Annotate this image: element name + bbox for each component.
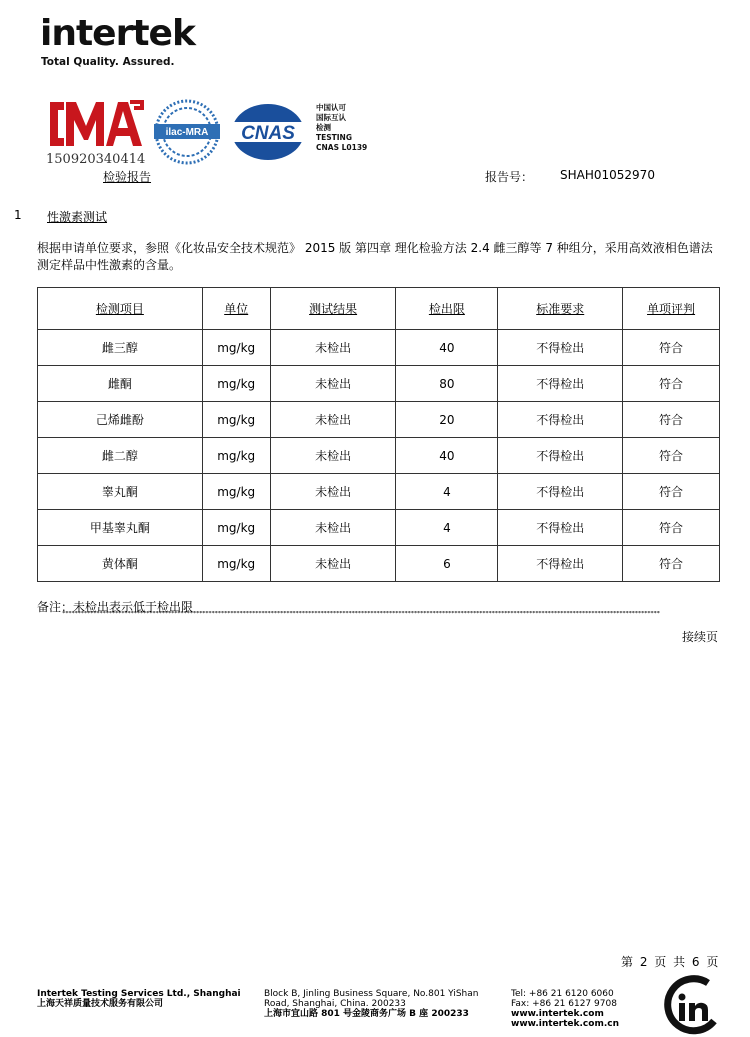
cell-result: 未检出: [270, 402, 396, 438]
cell-limit: 4: [396, 510, 498, 546]
table-row: [38, 474, 720, 510]
cell-result: 未检出: [270, 330, 396, 366]
cell-requirement: 不得检出: [498, 366, 623, 402]
cell-requirement: 不得检出: [498, 402, 623, 438]
results-table: [37, 287, 720, 582]
cell-item: 雌酮: [38, 366, 203, 402]
page-indicator: 第 2 页 共 6 页: [621, 955, 719, 969]
report-title: 检验报告: [103, 170, 152, 184]
cell-judgement: 符合: [623, 402, 720, 438]
cell-limit: 40: [396, 438, 498, 474]
cnas-label: CNAS: [241, 123, 295, 144]
cell-unit: mg/kg: [202, 366, 270, 402]
cell-limit: 6: [396, 546, 498, 582]
header-judgement: 单项评判: [623, 288, 720, 330]
table-row: [38, 366, 720, 402]
cell-judgement: 符合: [623, 510, 720, 546]
cell-item: 黄体酮: [38, 546, 203, 582]
continued-label: 接续页: [682, 630, 719, 644]
cell-judgement: 符合: [623, 546, 720, 582]
cell-result: 未检出: [270, 546, 396, 582]
section-title: 性激素测试: [47, 210, 108, 224]
table-header-row: [38, 288, 720, 330]
cell-result: 未检出: [270, 366, 396, 402]
table-row: [38, 402, 720, 438]
cell-requirement: 不得检出: [498, 546, 623, 582]
cell-unit: mg/kg: [202, 402, 270, 438]
cell-limit: 80: [396, 366, 498, 402]
table-note: 备注：未检出表示低于检出限: [37, 600, 194, 614]
header-detection-limit: 检出限: [396, 288, 498, 330]
cell-item: 睾丸酮: [38, 474, 203, 510]
cell-limit: 20: [396, 402, 498, 438]
header-result: 测试结果: [270, 288, 396, 330]
ma-number: 150920340414: [46, 152, 146, 167]
cell-judgement: 符合: [623, 330, 720, 366]
cell-unit: mg/kg: [202, 438, 270, 474]
header-unit: 单位: [202, 288, 270, 330]
cell-unit: mg/kg: [202, 474, 270, 510]
footer-contact: Tel: +86 21 6120 6060 Fax: +86 21 6127 9708 www.intertek.com www.intertek.com.cn: [511, 989, 619, 1029]
intertek-logo: intertek: [40, 13, 195, 54]
star-divider: ************************************************************************************************************************************************************************************************: [62, 611, 660, 617]
report-number: SHAH01052970: [560, 168, 655, 182]
cell-result: 未检出: [270, 438, 396, 474]
table-row: [38, 546, 720, 582]
cell-judgement: 符合: [623, 474, 720, 510]
cell-unit: mg/kg: [202, 546, 270, 582]
logo-tagline: Total Quality. Assured.: [41, 56, 175, 68]
method-paragraph: 根据申请单位要求，参照《化妆品安全技术规范》 2015 版 第四章 理化检验方法 2.4 雌三醇等 7 种组分，采用高效液相色谱法测定样品中性激素的含量。: [37, 241, 713, 272]
ilac-label: ilac-MRA: [165, 127, 209, 138]
cell-limit: 4: [396, 474, 498, 510]
ilac-mra-icon: [152, 98, 222, 166]
table-row: [38, 510, 720, 546]
cnas-mark-icon: [230, 102, 310, 162]
cell-item: 雌二醇: [38, 438, 203, 474]
cell-item: 雌三醇: [38, 330, 203, 366]
header-requirement: 标准要求: [498, 288, 623, 330]
cell-unit: mg/kg: [202, 330, 270, 366]
cell-judgement: 符合: [623, 366, 720, 402]
cell-requirement: 不得检出: [498, 474, 623, 510]
header-item: 检测项目: [38, 288, 203, 330]
footer-address: Block B, Jinling Business Square, No.801 YiShan Road, Shanghai, China. 200233 上海市宜山路 801 号金陵商务广场 B 座 200233: [264, 989, 479, 1019]
table-row: [38, 330, 720, 366]
table-row: [38, 438, 720, 474]
cma-mark-icon: [46, 98, 146, 150]
cell-requirement: 不得检出: [498, 510, 623, 546]
report-number-label: 报告号：: [485, 170, 534, 184]
cell-result: 未检出: [270, 510, 396, 546]
cell-requirement: 不得检出: [498, 438, 623, 474]
cell-item: 己烯雌酚: [38, 402, 203, 438]
footer-company: Intertek Testing Services Ltd., Shanghai 上海天祥质量技术服务有限公司: [37, 989, 241, 1009]
cell-requirement: 不得检出: [498, 330, 623, 366]
cell-item: 甲基睾丸酮: [38, 510, 203, 546]
cell-result: 未检出: [270, 474, 396, 510]
cell-judgement: 符合: [623, 438, 720, 474]
intertek-circle-logo-icon: [662, 975, 724, 1035]
cell-unit: mg/kg: [202, 510, 270, 546]
cnas-cert-text: 中国认可 国际互认 检测 TESTING CNAS L0139: [316, 103, 368, 152]
section-number: 1: [14, 208, 22, 222]
cell-limit: 40: [396, 330, 498, 366]
